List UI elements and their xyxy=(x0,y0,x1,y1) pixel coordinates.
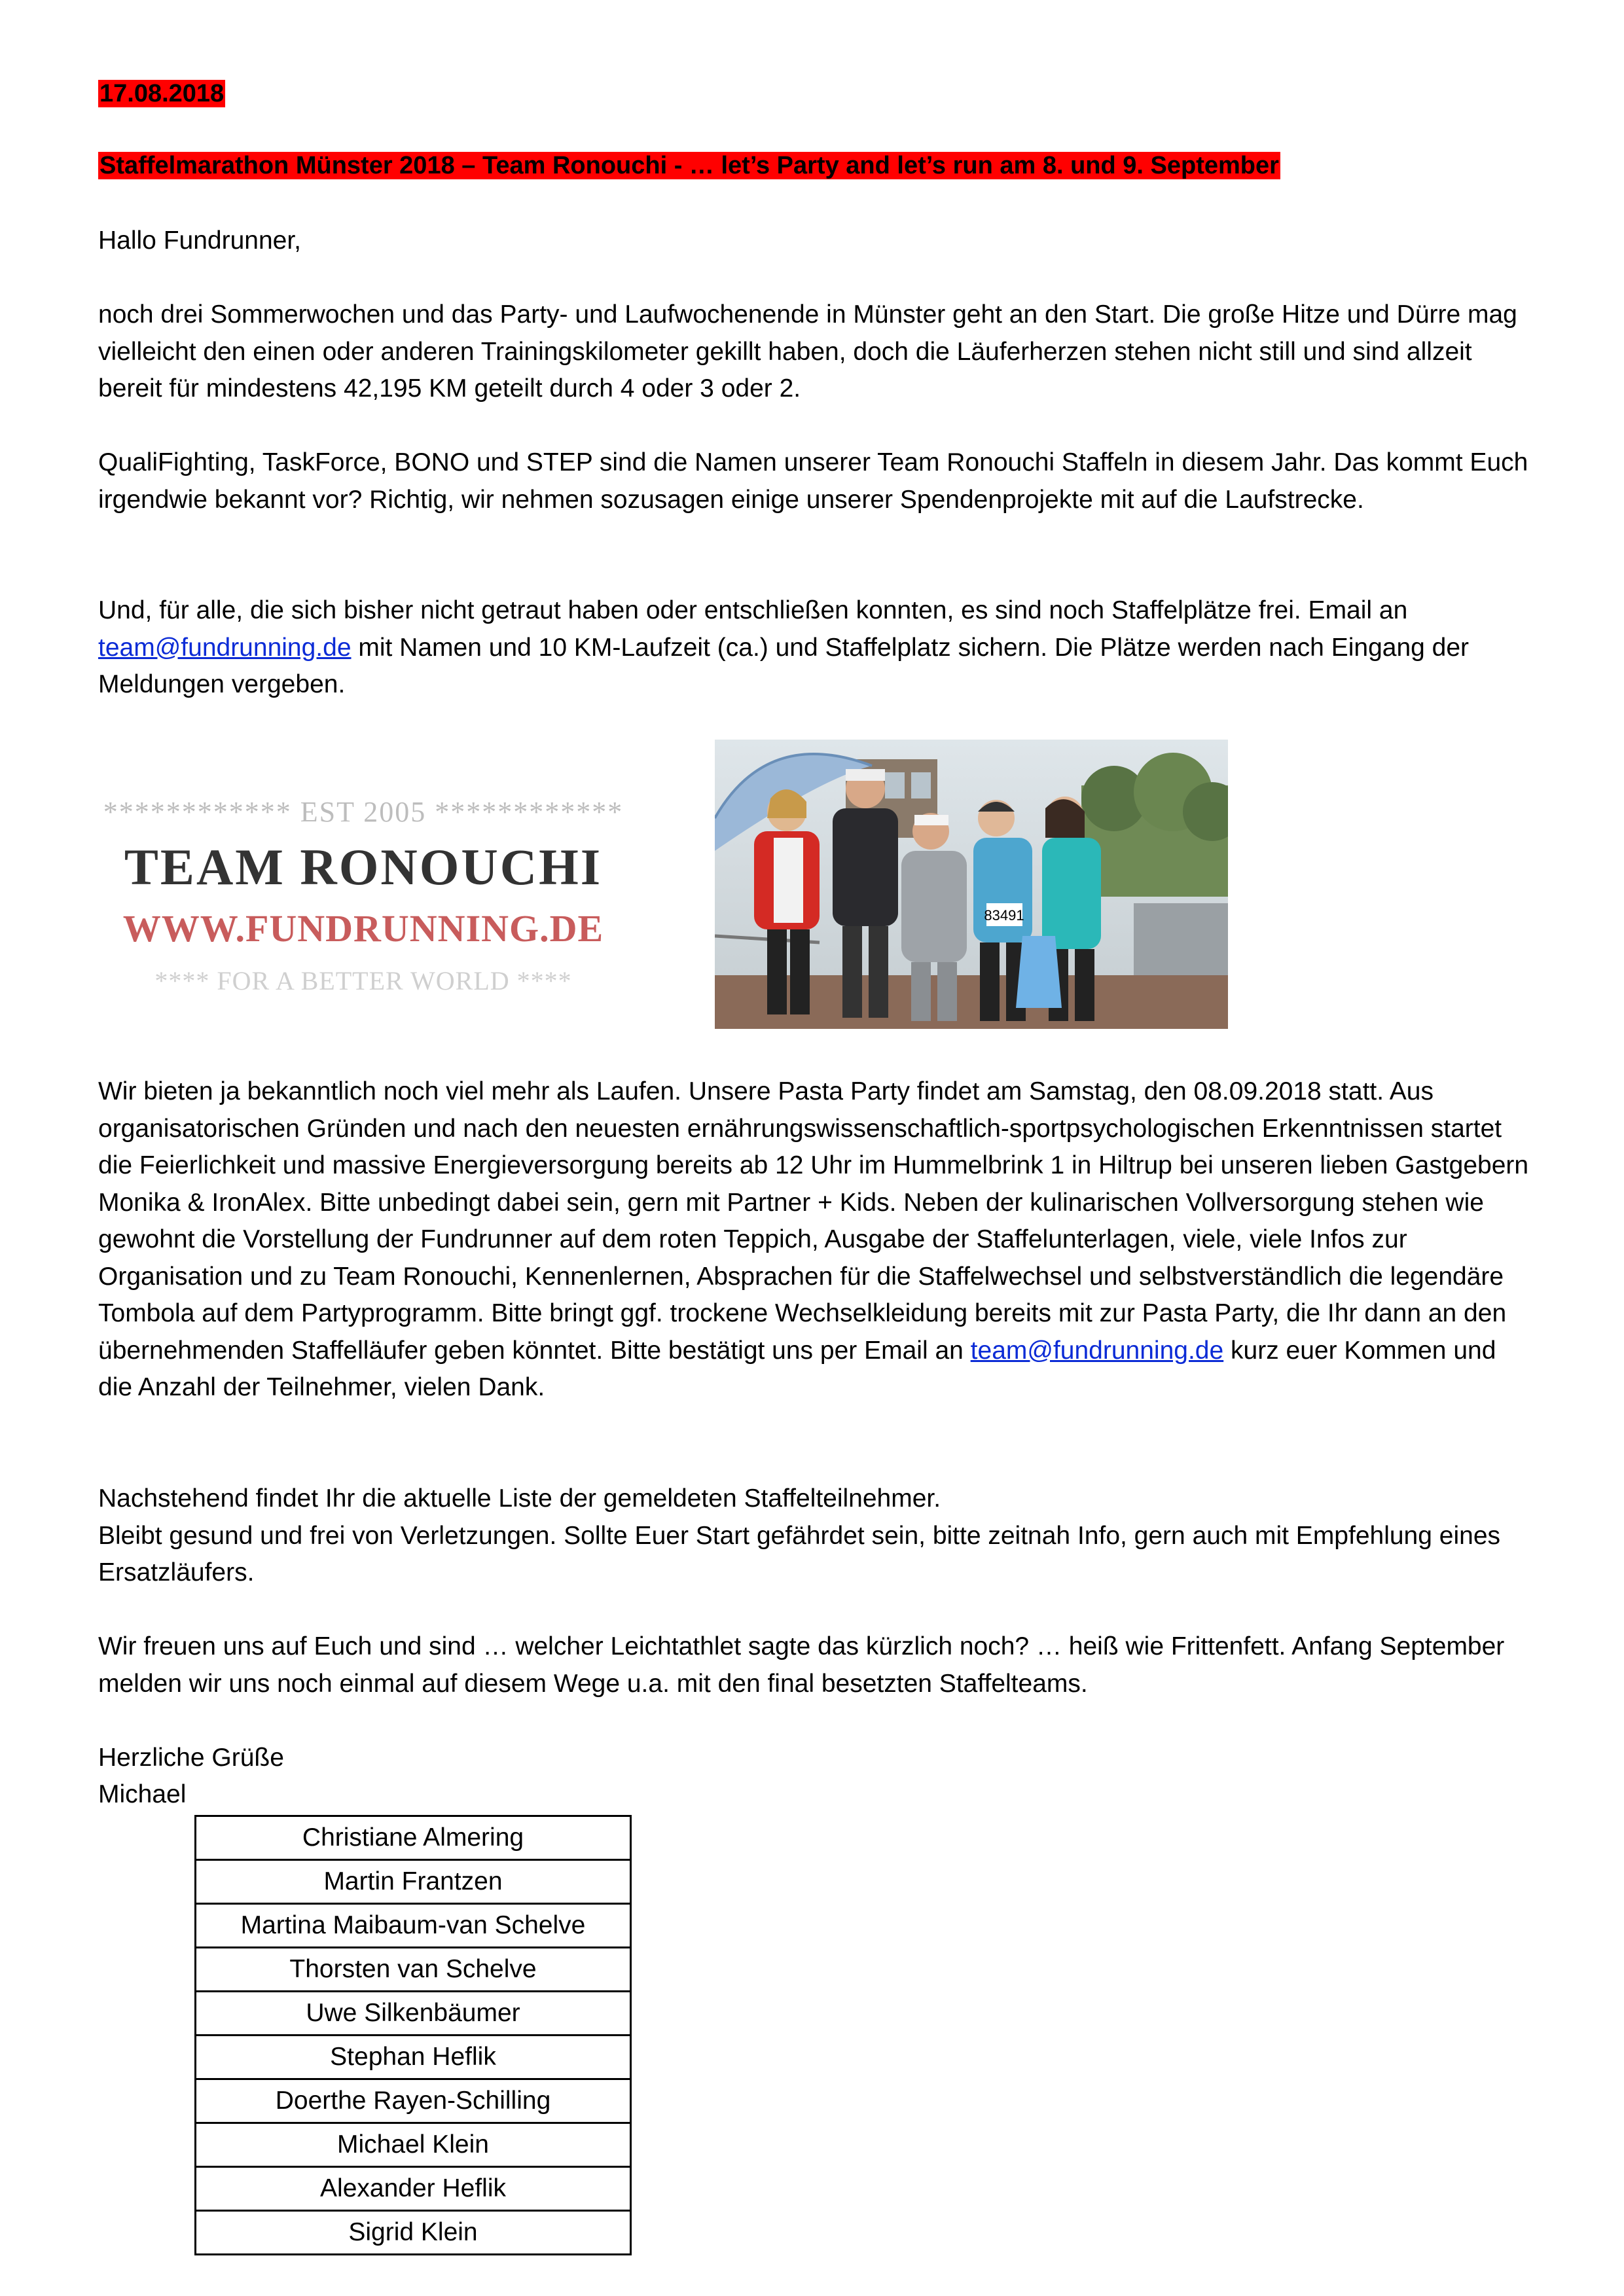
table-row xyxy=(196,1860,631,1904)
logo-team-name: TEAM RONOUCHI xyxy=(124,838,603,895)
table-row xyxy=(196,2036,631,2079)
participant-name: Thorsten van Schelve xyxy=(196,1948,631,1992)
participant-name: Martin Frantzen xyxy=(196,1860,631,1904)
date-line xyxy=(98,77,225,110)
paragraph-1: noch drei Sommerwochen und das Party- und Laufwochenende in Münster geht an den Start. Die große Hitze und Dürre mag vielleicht den einen oder anderen Trainingskilometer gekillt haben, doch die Läuferherzen stehen nicht still und sind allzeit bereit für mindestens 42,195 KM geteilt durch 4 oder 3 oder 2. xyxy=(98,300,1517,403)
paragraph-3-text-b: mit Namen und 10 KM-Laufzeit (ca.) und Staffelplatz sichern. Die Plätze werden nach Eingang der Meldungen vergeben. xyxy=(98,633,1470,698)
participant-name: Doerthe Rayen-Schilling xyxy=(196,2079,631,2123)
paragraph-5-line-2: Bleibt gesund und frei von Verletzungen. Sollte Euer Start gefährdet sein, bitte zeitnah Info, gern auch mit Empfehlung eines Ersatzläufers. xyxy=(98,1521,1501,1587)
paragraph-4-text-a: Wir bieten ja bekanntlich noch viel mehr als Laufen. Unsere Pasta Party findet am Samstag, den 08.09.2018 statt. Aus organisatorischen Gründen und nach den neuesten ernährungswissenschaftlich-sportpsychologischen Erkenntnissen startet die Feierlichkeit und massive Energieversorgung bereits ab 12 Uhr im Hummelbrink 1 in Hiltrup bei unseren lieben Gastgebern Monika & IronAlex. Bitte unbedingt dabei sein, gern mit Partner + Kids. Neben der kulinarischen Vollversorgung stehen wie gewohnt die Vorstellung der Fundrunner auf dem roten Teppich, Ausgabe der Staffelunterlagen, viele, viele Infos zur Organisation und zu Team Ronouchi, Kennenlernen, Absprachen für die Staffelwechsel und selbstverständlich die legendäre Tombola auf dem Partyprogramm. Bitte bringt ggf. trockene Wechselkleidung bereits mit zur Pasta Party, die Ihr dann an den übernehmenden Staffelläufer geben könntet. Bitte bestätigt uns per Email an xyxy=(98,1077,1529,1365)
paragraph-6: Wir freuen uns auf Euch und sind … welcher Leichtathlet sagte das kürzlich noch? … heiß wie Frittenfett. Anfang September melden wir uns noch einmal auf diesem Wege u.a. mit den final besetzten Staffelteams. xyxy=(98,1632,1505,1698)
runners-photo-illustration xyxy=(715,740,1228,1029)
participant-name: Michael Klein xyxy=(196,2123,631,2167)
table-row xyxy=(196,1948,631,1992)
participant-name: Alexander Heflik xyxy=(196,2167,631,2211)
race-bib-number: 83491 xyxy=(984,907,1024,924)
participants-table xyxy=(194,1815,632,2255)
email-link[interactable]: team@fundrunning.de xyxy=(98,633,352,662)
table-row xyxy=(196,2079,631,2123)
participant-name: Christiane Almering xyxy=(196,1816,631,1860)
participant-name: Martina Maibaum-van Schelve xyxy=(196,1904,631,1948)
logo-url: WWW.FUNDRUNNING.DE xyxy=(122,907,604,950)
table-row xyxy=(196,2167,631,2211)
paragraph-3 xyxy=(98,592,1532,704)
team-ronouchi-logo xyxy=(98,782,628,1011)
paragraph-4 xyxy=(98,1073,1532,1407)
table-row xyxy=(196,2123,631,2167)
logo-est: ************ EST 2005 ************ xyxy=(103,796,624,828)
table-row xyxy=(196,2211,631,2255)
participant-name: Uwe Silkenbäumer xyxy=(196,1992,631,2036)
closing: Herzliche Grüße xyxy=(98,1744,284,1772)
email-link[interactable]: team@fundrunning.de xyxy=(970,1336,1224,1365)
title-line xyxy=(98,149,1280,182)
table-row xyxy=(196,1816,631,1860)
participant-name: Sigrid Klein xyxy=(196,2211,631,2255)
paragraph-2: QualiFighting, TaskForce, BONO und STEP sind die Namen unserer Team Ronouchi Staffeln in diesem Jahr. Das kommt Euch irgendwie bekannt vor? Richtig, wir nehmen sozusagen einige unserer Spendenprojekte mit auf die Laufstrecke. xyxy=(98,448,1528,514)
title-highlight: Staffelmarathon Münster 2018 – Team Ronouchi - … let’s Party and let’s run am 8. und 9. September xyxy=(99,152,1279,179)
participant-name: Stephan Heflik xyxy=(196,2036,631,2079)
paragraph-4-text-b: kurz euer Kommen und die Anzahl der Teilnehmer, vielen Dank. xyxy=(98,1336,1496,1401)
table-row xyxy=(196,1904,631,1948)
signature: Michael xyxy=(98,1780,187,1808)
paragraph-5 xyxy=(98,1480,1532,1592)
table-row xyxy=(196,1992,631,2036)
paragraph-3-text-a: Und, für alle, die sich bisher nicht getraut haben oder entschließen konnten, es sind noch Staffelplätze frei. Email an xyxy=(98,596,1408,624)
runners-photo xyxy=(715,740,1228,1029)
paragraph-5-line-1: Nachstehend findet Ihr die aktuelle Liste der gemeldeten Staffelteilnehmer. xyxy=(98,1484,941,1513)
greeting: Hallo Fundrunner, xyxy=(98,226,302,255)
date-highlight: 17.08.2018 xyxy=(99,80,225,107)
logo-tagline: **** FOR A BETTER WORLD **** xyxy=(154,966,572,996)
